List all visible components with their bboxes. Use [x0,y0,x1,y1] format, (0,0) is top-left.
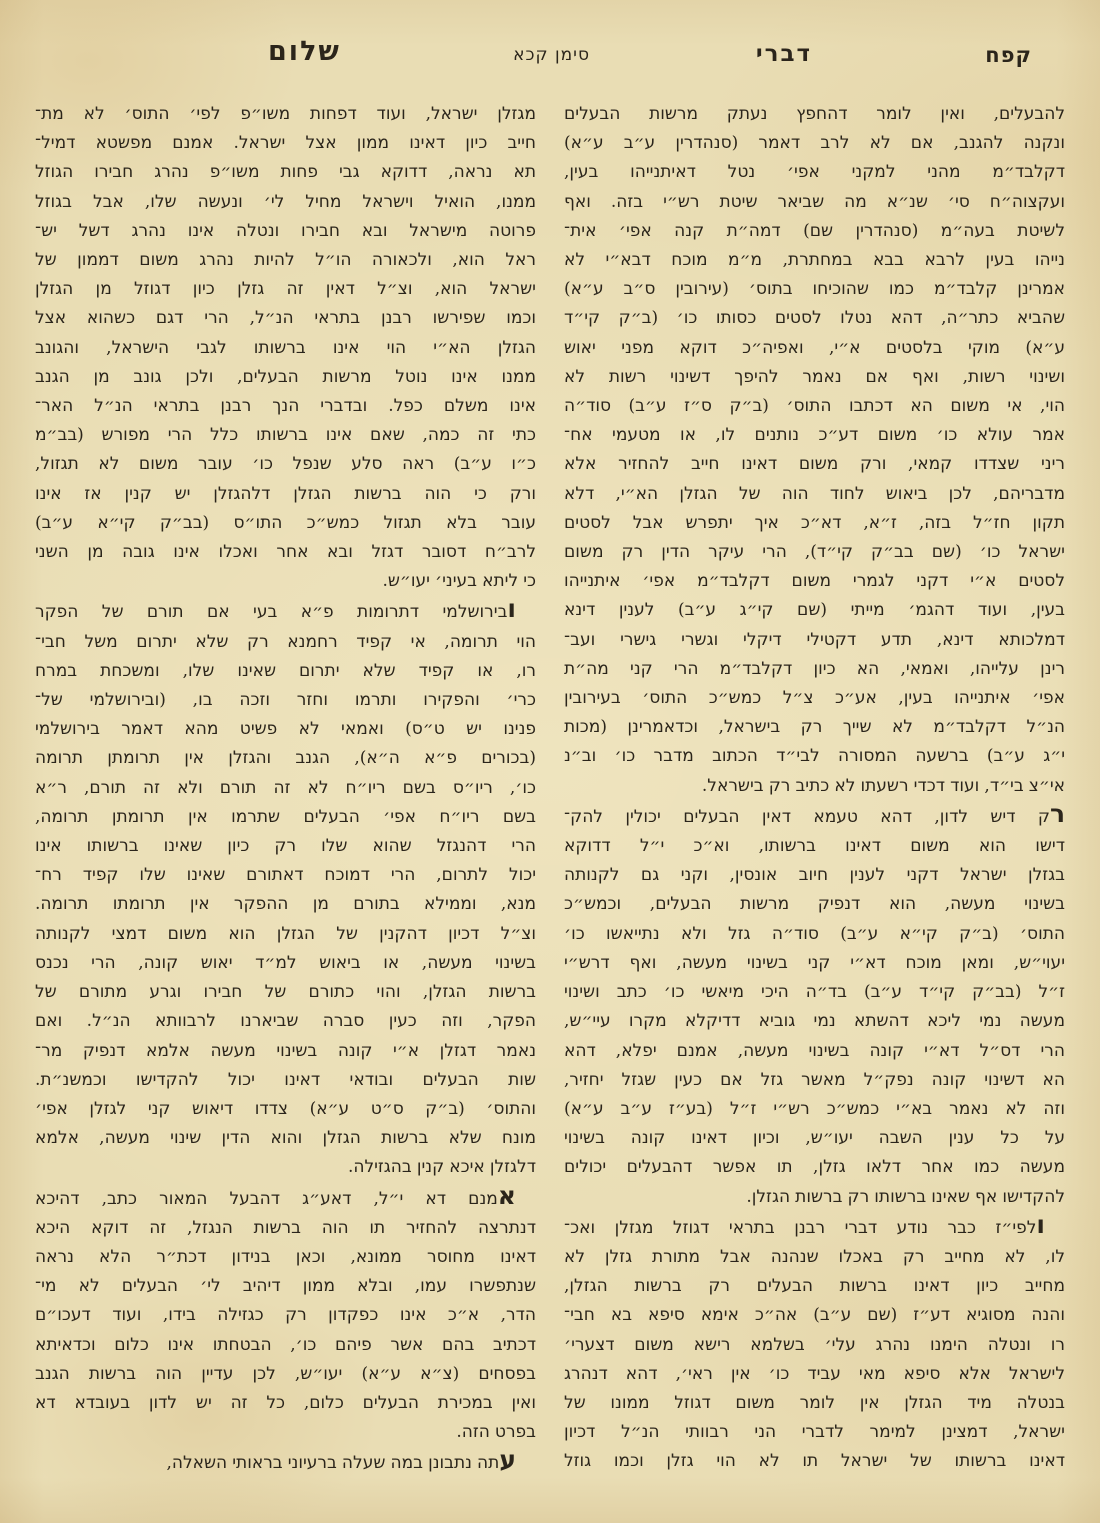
text-line: הרי דהנגזל שהוא שלו רק כיון שאינו ברשותו אינו [35,836,536,857]
text-line: והנה מסוגיא דע״ז (שם ע״ב) אה״כ אימא סיפא בא חבי־ [564,1305,1065,1326]
text-line: עתה נתבונן במה שעלה ברעיוני בראותי השאלה, [166,1445,516,1475]
text-line: ממנו, הואיל וישראל מחיל לי׳ ונעשה שלו, אבל בגוזל [35,191,536,212]
text-line: אמרינן קלבד״מ כמו שהוכיחו בתוס׳ (עירובין ס״ב ע״א) [564,279,1065,300]
text-line: ריני שצדדו קמאי, ורק משום דאינו חייב להחזיר אלא [564,454,1065,475]
paragraph-initial-letter: ו [1036,1209,1045,1239]
text-line: הוי תרומה, אי קפיד רחמנא רק שלא יתרום משל חבי־ [35,631,536,652]
text-line: לשיטת בעה״מ (סנהדרין שם) דמה״ת קנה אפי׳ אית־ [564,220,1065,241]
text-line: הנ״ל דקלבד״מ לא שייך רק בישראל, וכדאמרינן (מכות [564,717,1065,738]
page-header [0,0,1100,95]
text-line: ושינוי רשות, ואף אם נאמר להיפך דשינוי רשות לא [564,366,1065,387]
text-line: דמלכותא דינא, תדע דקטילי דיקלי וגשרי גישרי ועב־ [564,629,1065,650]
text-line: דקלבד״מ מהני למקני אפי׳ נטל דאיתנייהו בעין, [564,162,1065,183]
text-line: שנתפשרו עמו, ובלא ממון דיהיב לי׳ הבעלים לא מי־ [35,1276,536,1297]
text-line: נאמר דגזלן א״י קונה בשינוי מעשה אלמא דנפיק מר־ [35,1040,536,1061]
text-line: נייהו בעין לרבא בבא במחתרת, מ״מ מוכח דבא״י לא [564,250,1065,271]
text-line: הדר, א״כ אינו כפקדון רק כגזילה בידו, ועוד דעכו״ם [35,1305,536,1326]
text-line: על כל ענין השבה יעו״ש, וכיון דאינו קונה בשינוי [564,1128,1065,1149]
text-line: רינן עלייהו, ואמאי, הא כיון דקלבד״מ הרי קני מה״ת [564,658,1065,679]
text-line: הוי, אי משום הא דכתבו התוס׳ (ב״ק ס״ז ע״ב) סוד״ה [564,396,1065,417]
text-line: רו, או קפיד שלא יתרום שאינו שלו, ומשכחת במרח [35,660,536,681]
text-line: בשם ריו״ח אפי׳ הבעלים שתרמו אין תרומתן תרומה, [35,806,536,827]
text-line: מעשה נמי ליכא דהשתא נמי גוביא דדיקלא מקרו עיי״ש, [564,1011,1065,1032]
text-line: כ״ו ע״ב) ראה סלע שנפל כו׳ עובר משום לא תגזול, [35,454,536,475]
text-line: הא דשינוי קונה נפק״ל מאשר גזל אם כעין שגזל יחזיר, [564,1069,1065,1090]
text-line: הגזלן הא״י הוי אינו ברשותו לגבי הישראל, והגונב [35,337,536,358]
text-line: דישו הוא משום דאינו ברשותו, וא״כ י״ל דדוקא [564,836,1065,857]
paragraph-initial-letter: ר [1049,798,1065,828]
text-line: תקון חז״ל בזה, ז״א, דא״כ איך יתפרש אבל לסטים [564,512,1065,533]
text-line: יכול לתרום, הרי דמוכח דאתורם שאינו שלו קפיד רח־ [35,865,536,886]
text-line: לישראל אלא סיפא מאי עביד כו׳ אין ראי׳, דהא דנהרג [564,1363,1065,1384]
text-columns [35,100,1065,1503]
text-line: אמר עולא כו׳ משום דע״כ נותנים לו, או מטעמי אח־ [564,425,1065,446]
text-line: מחייב כיון דאינו ברשות הבעלים רק ברשות הגזלן, [564,1276,1065,1297]
text-line: והתוס׳ (ב״ק ס״ט ע״א) צדדו דיאוש קני לגזלן אפי׳ [35,1098,536,1119]
text-line: תא נראה, דדוקא גבי פחות משו״פ נהרג חבירו הגוזל [35,162,536,183]
text-line: שות הבעלים ובודאי דאינו יכול להקדישו וכמשנ״ת. [35,1069,536,1090]
text-line: להבעלים, ואין לומר דהחפץ נעתק מרשות הבעלים [564,104,1065,124]
paragraph-initial-letter: ו [507,594,516,624]
text-line: כרי׳ והפקירו ותרמו וחזר וזכה בו, (ובירושלמי של־ [35,690,536,711]
text-line: לסטים א״י דקני לגמרי משום דקלבד״מ אפי׳ איתנייהו [564,571,1065,592]
text-line: מונח שלא ברשות הגזלן והוא הדין שינוי מעשה, אלמא [35,1128,536,1149]
text-line: דנתרצה להחזיר תו הוה ברשות הנגזל, זה דוקא היכא [35,1217,536,1238]
text-line: ברשות הגזלן, והוי כתורם של חבירו וגרע מתורם של [35,982,536,1003]
text-line: בשינוי מעשה, או ביאוש למ״ד יאוש קונה, הרי נכנס [35,952,536,973]
page-number: קפח [985,42,1032,67]
text-line: וצ״ל דכיון דהקנין של הגזלן הוא משום דמצי לקנותה [35,923,536,944]
text-line: ונקנה להגנב, אם לא לרב דאמר (סנהדרין ע״ב ע״א) [564,133,1065,154]
paragraph-initial-letter: ע [499,1445,516,1475]
text-line: כתי זה כמה, שאם אינו ברשותו כלל הרי מפורש (בב״מ [35,425,536,446]
text-line: ישראל, דמצינן למימר לדברי הני רבוותי הנ״ל דכיון [564,1422,1065,1443]
text-line: בעין, ועוד דהגמ׳ מייתי (שם קי״ג ע״ב) לענין דינא [564,600,1065,621]
text-line: אינו משלם כפל. ובדברי הנך רבנן בתראי הנ״ל האר־ [35,396,536,417]
text-line: דכתיב בהם אשר פיהם כו׳, הבטחתו אינו כלום וכדאיתא [35,1334,536,1355]
text-line: לרב״ח דסובר דגזל ובא אחר ואכלו אינו גובה מן השני [35,542,536,563]
text-line: הפקר, וזה כעין סברה שביארנו לרבוותא הנ״ל. ואם [35,1011,536,1032]
text-line: פרוטה מישראל ובא חבירו ונטלה אינו נהרג דשל יש־ [35,220,536,241]
text-column-right [564,100,1065,1503]
text-line: ישראל כו׳ (שם בב״ק קי״ד), הרי עיקר הדין רק משום [564,542,1065,563]
text-line: מעשה כמו אחר דלאו גזלן, תו אפשר דהבעלים יכולים [564,1157,1065,1178]
text-line: יעוי״ש, ומאן מוכח דא״י קני בשינוי מעשה, ואף דרש״י [564,952,1065,973]
text-line: שהביא כתר״ה, דהא נטלו לסטים כסותו כו׳ (ב״ק קי״ד [564,308,1065,329]
text-line: מדבריהם, לכן ביאוש לחוד הוה של הגזלן הא״י, דלא [564,483,1065,504]
text-line: כי ליתא בעיני׳ יעו״ש. [382,571,536,592]
text-line: בפסחים (צ״א ע״א) יעו״ש, לכן עדיין הוה ברשות הגנב [35,1363,536,1384]
text-line: ראל הוא, ולכאורה הו״ל להיות נהרג משום דממון של [35,250,536,271]
text-line: דאינו ברשותו של ישראל תו לא הוי גזלן וכמו גוזל [564,1451,1065,1472]
text-line: רו ונטלה הימנו נהרג עלי׳ בשלמא רישא משום דצערי׳ [564,1334,1065,1355]
text-line: ואין במכירת הבעלים כלום, כל זה יש לדון בעובדא דא [35,1392,536,1413]
text-line: דאינו מחוסר ממונא, וכאן בנידון דכת״ר הלא נראה [35,1246,536,1267]
text-column-left [35,100,536,1503]
text-line: פנינו יש ט״ס) ואמאי לא פשיט מהא דאמר בירושלמי [35,719,536,740]
text-line: אי״צ בי״ד, ועוד דכדי רשעתו לא כתיב רק בישראל. [701,775,1065,796]
siman-heading: סימן קכא [513,45,590,65]
text-line: בגזלן ישראל דקני לענין חיוב אונסין, וקני גם לקנותה [564,865,1065,886]
text-line: וכמו שפירשו רבנן בתראי הנ״ל, הרי דגם כשהוא אצל [35,308,536,329]
text-line: עובר בלא תגזול כמש״כ התו״ס (בב״ק קי״א ע״ב) [35,512,536,533]
text-line: מגזלן ישראל, ועוד דפחות משו״פ לפי׳ התוס׳ לא מת־ [35,104,536,124]
text-line: וזה לא נאמר בא״י כמש״כ רש״י ז״ל (בע״ז ע״ב ע״א) [564,1098,1065,1119]
text-line: ממנו אינו נוטל מרשות הבעלים, ולכן גונב מן הגנב [35,366,536,387]
text-line: ולפי״ז כבר נודע דברי רבנן בתראי דגוזל מגזלן ואכ־ [564,1209,1045,1239]
text-line: ז״ל (בב״ק קי״ד ע״ב) בד״ה היכי מיאשי כו׳ כתב ושינוי [564,982,1065,1003]
text-line: אמנם דא י״ל, דאע״ג דהבעל המאור כתב, דהיכא [35,1180,516,1210]
text-line: חייב כיון דאינו ממון אצל ישראל. אמנם מפשטא דמיל־ [35,133,536,154]
text-line: רק דיש לדון, דהא טעמא דאין הבעלים יכולין להק־ [564,798,1065,828]
text-line: להקדישו אף שאינו ברשותו רק ברשות הגזלן. [746,1186,1065,1207]
text-line: ועקצוה״ח סי׳ שנ״א מה שביאר שיטת רש״י בזה. ואף [564,191,1065,212]
text-line: ישראל הוא, וצ״ל דאין זה גזלן כיון דגוזל מן הגזלן [35,279,536,300]
text-line: ורק כי הוה ברשות הגזלן דלהגזלן יש קנין אז אינו [35,483,536,504]
text-line: ע״א) מוקי בלסטים א״י, ואפיה״כ דוקא מפני יאוש [564,337,1065,358]
text-line: לו, לא מחייב רק באכלו שנהנה אבל מתורת גזלן לא [564,1246,1065,1267]
book-title-left: שלום [268,36,341,67]
text-line: הרי דס״ל דא״י קונה בשינוי מעשה, אמנם יפלא, דהא [564,1040,1065,1061]
text-line: (בכורים פ״א ה״א), הגנב והגזלן אין תרומתן תרומה [35,748,536,769]
text-line: כו׳, ריו״ס בשם ריו״ח לא זה תורם ולא זה תורם, ר״א [35,777,536,798]
text-line: התוס׳ (ב״ק קי״א ע״ב) סוד״ה גזל ולא נתייאשו כו׳ [564,923,1065,944]
paragraph-initial-letter: א [497,1180,516,1210]
text-line: אפי׳ איתנייהו בעין, אע״כ צ״ל כמש״כ התוס׳ בעירובין [564,688,1065,709]
text-line: דלגזלן איכא קנין בהגזילה. [347,1157,536,1178]
text-line: בנטלה מיד הגזלן אין לומר משום דגוזל ממונו של [564,1392,1065,1413]
text-line: ובירושלמי דתרומות פ״א בעי אם תורם של הפקר [35,594,516,624]
text-line: בשינוי מעשה, הוא דנפיק מרשות הבעלים, וכמש״כ [564,894,1065,915]
text-line: בפרט הזה. [456,1422,536,1443]
text-line: י״ג ע״ב) ברשעה המסורה לבי״ד הכתוב מדבר כו׳ וב״נ [564,746,1065,767]
text-line: מנא, וממילא בתורם מן ההפקר אין תרומתו תרומה. [35,894,536,915]
book-title-right: דברי [755,40,812,67]
